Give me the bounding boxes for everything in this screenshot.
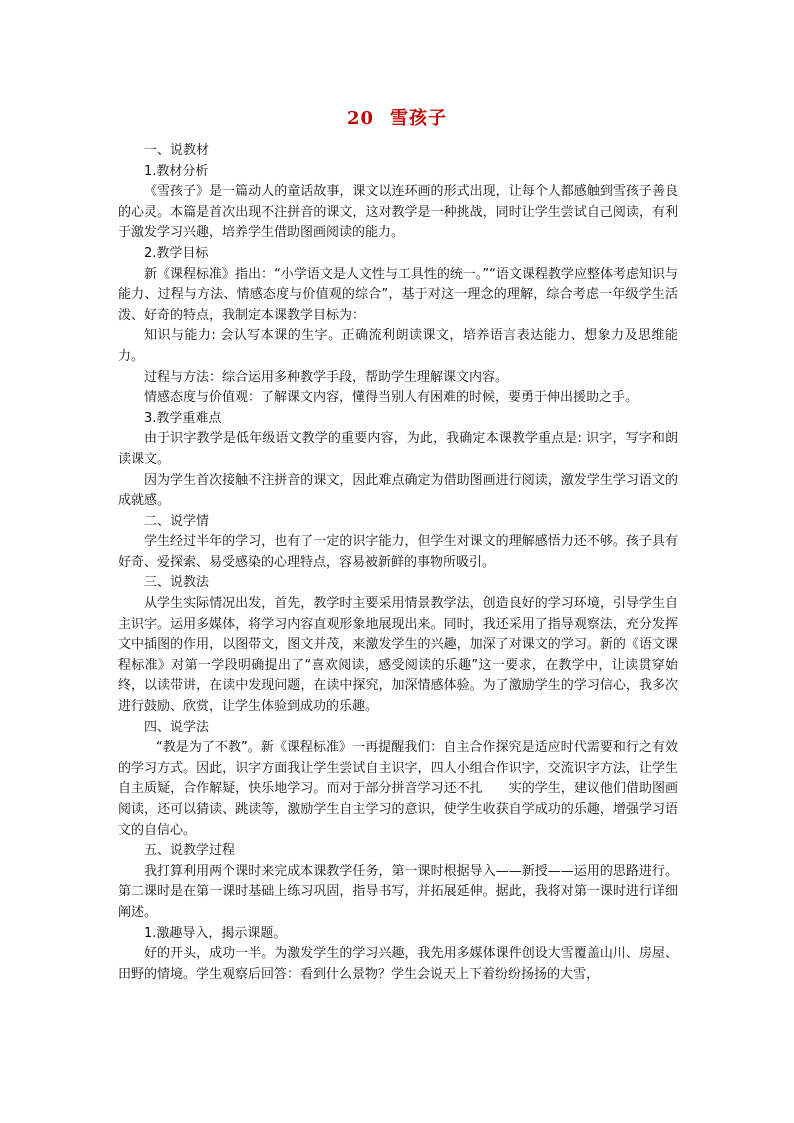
lesson-title-text: 雪孩子 xyxy=(390,108,448,129)
subsection-heading: 1.教材分析 xyxy=(144,163,209,179)
paragraph: 我打算利用两个课时来完成本课教学任务，第一课时根据导入——新授——运用的思路进行。第二课时是在第一课时基础上练习巩固，指导书写，并拓展延伸。据此，我将对第一课时进行详细阐述。 xyxy=(118,863,678,920)
lesson-title xyxy=(0,104,794,130)
subsection-heading: 1.激趣导入，揭示课题。 xyxy=(144,925,287,941)
subsection-heading: 2.教学目标 xyxy=(144,245,209,261)
paragraph: 从学生实际情况出发，首先，教学时主要采用情景教学法，创造良好的学习环境，引导学生自主识字。运用多媒体，将学习内容直观形象地展现出来。同时，我还采用了指导观察法，充分发挥文中插图的作用，以图带文，图文并茂，来激发学生的兴趣，加深了对课文的学习。新的《语文课程标准》对第一学段明确提出了“喜欢阅读，感受阅读的乐趣”这一要求，在教学中，让读贯穿始终，以读带讲，在读中发现问题，在读中探究，加深情感体验。为了激励学生的学习信心，我多次进行鼓励、欣赏，让学生体验到成功的乐趣。 xyxy=(118,596,678,715)
section-heading: 二、说学情 xyxy=(144,513,210,529)
paragraph: 好的开头，成功一半。为激发学生的学习兴趣，我先用多媒体课件创设大雪覆盖山川、房屋、田野的情境。学生观察后回答：看到什么景物？学生会说天上下着纷纷扬扬的大雪， xyxy=(118,946,678,982)
paragraph: 情感态度与价值观：了解课文内容，懂得当别人有困难的时候，要勇于伸出援助之手。 xyxy=(144,390,639,406)
paragraph: 《雪孩子》是一篇动人的童话故事，课文以连环画的形式出现，让每个人都感触到雪孩子善良的心灵。本篇是首次出现不注拼音的课文，这对教学是一种挑战，同时让学生尝试自己阅读，有利于激发学习兴趣，培养学生借助图画阅读的能力。 xyxy=(118,184,678,241)
paragraph: 新《课程标准》指出：“小学语文是人文性与工具性的统一。”“语文课程教学应整体考虑知识与能力、过程与方法、情感态度与价值观的综合”，基于对这一理念的理解，综合考虑一年级学生活泼、好奇的特点，我制定本课教学目标为： xyxy=(118,266,678,323)
section-heading: 四、说学法 xyxy=(144,719,210,735)
document-body xyxy=(118,141,678,985)
lesson-number: 20 xyxy=(346,108,375,129)
subsection-heading: 3.教学重难点 xyxy=(144,410,222,426)
paragraph: 过程与方法：综合运用多种教学手段，帮助学生理解课文内容。 xyxy=(144,369,509,385)
section-heading: 五、说教学过程 xyxy=(144,843,236,859)
paragraph: 学生经过半年的学习，也有了一定的识字能力，但学生对课文的理解感悟力还不够。孩子具有好奇、爱探索、易受感染的心理特点，容易被新鲜的事物所吸引。 xyxy=(118,534,678,570)
paragraph: 由于识字教学是低年级语文教学的重要内容，为此，我确定本课教学重点是: 识字，写字和朗读课文。 xyxy=(118,431,678,467)
section-heading: 一、说教材 xyxy=(144,143,210,158)
paragraph: “教是为了不教”。新《课程标准》一再提醒我们：自主合作探究是适应时代需要和行之有效的学习方式。因此，识字方面我让学生尝试自主识字，四人小组合作识字，交流识字方法，让学生自主质疑，合作解疑，快乐地学习。而对于部分拼音学习还不扎 实的学生，建议他们借助图画阅读，还可以猜读、跳读等，激励学生自主学习的意识，使学生收获自学成功的乐趣，增强学习语文的自信心。 xyxy=(118,740,678,838)
paragraph: 知识与能力: 会认写本课的生字。正确流利朗读课文，培养语言表达能力、想象力及思维能力。 xyxy=(118,328,678,364)
paragraph: 因为学生首次接触不注拼音的课文，因此难点确定为借助图画进行阅读，激发学生学习语文的成就感。 xyxy=(118,472,678,509)
section-heading: 三、说教法 xyxy=(144,575,210,591)
